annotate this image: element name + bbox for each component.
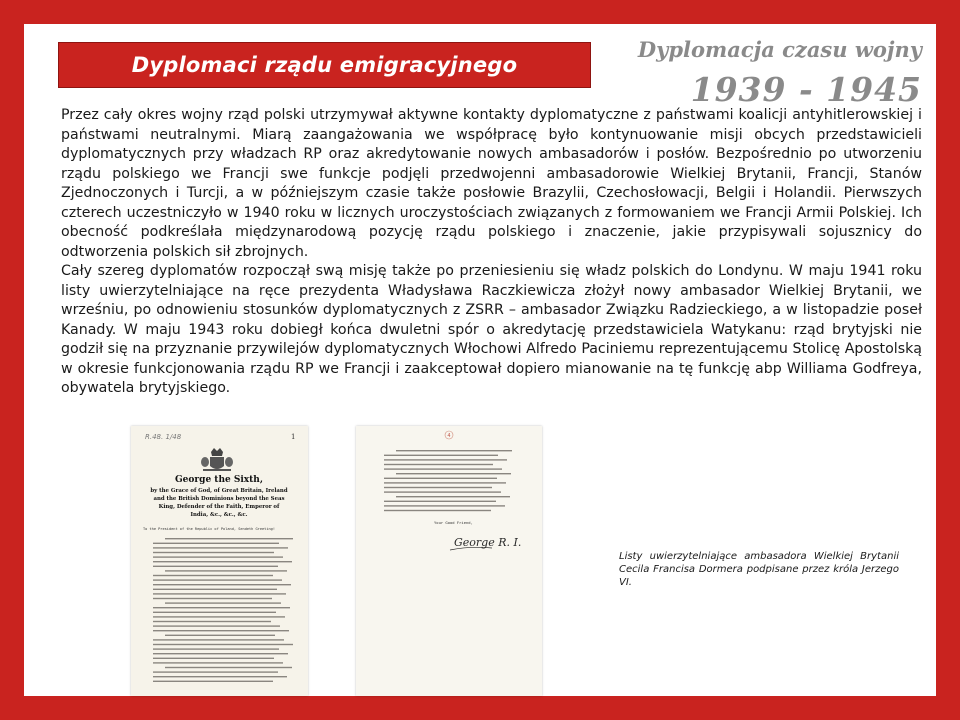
typed-line xyxy=(153,658,274,659)
typed-line xyxy=(153,584,291,585)
typed-line xyxy=(153,671,278,672)
doc-ref-note: R.48. 1/48 xyxy=(145,433,182,441)
typed-line xyxy=(396,496,510,497)
typed-line xyxy=(153,556,283,557)
typed-line xyxy=(153,579,282,580)
typed-line xyxy=(153,593,286,594)
typed-line xyxy=(153,621,271,622)
typed-line xyxy=(153,561,292,562)
typed-line xyxy=(384,478,497,479)
doc-right-page-number: 4 xyxy=(447,433,451,439)
credentials-letter-page-1 xyxy=(131,426,308,696)
typed-line xyxy=(165,570,287,571)
typed-line xyxy=(153,676,287,677)
doc-heading-line-4: King, Defender of the Faith, Emperor of xyxy=(158,504,280,510)
doc-heading-line-3: and the British Dominions beyond the Seas xyxy=(153,496,285,502)
king-signature: George R. I. xyxy=(454,536,522,549)
slide-title: Dyplomaci rządu emigracyjnego xyxy=(131,53,518,77)
doc-closing: Your Good Friend, xyxy=(434,520,473,525)
typed-line xyxy=(384,455,498,456)
typed-line xyxy=(153,625,280,626)
credentials-letter-page-1-image xyxy=(131,426,308,696)
doc-salutation: To the President of the Republic of Poland, Sendeth Greeting! xyxy=(143,527,275,531)
typed-line xyxy=(384,510,491,511)
typed-line xyxy=(384,468,502,469)
typed-line xyxy=(384,459,507,460)
typed-line xyxy=(384,487,492,488)
typed-line xyxy=(153,612,276,613)
typed-line xyxy=(153,648,279,649)
title-banner xyxy=(58,42,591,88)
body-text xyxy=(61,106,922,399)
typed-line xyxy=(153,552,274,553)
series-years: 1939 - 1945 xyxy=(690,70,922,109)
typed-line xyxy=(153,547,288,548)
typed-line xyxy=(153,607,290,608)
typed-line xyxy=(165,602,281,603)
typed-line xyxy=(396,450,512,451)
typed-line xyxy=(165,667,292,668)
typed-line xyxy=(153,566,278,567)
series-label: Dyplomacja czasu wojny xyxy=(637,37,922,62)
typed-line xyxy=(384,482,506,483)
typed-line xyxy=(384,491,501,492)
typed-line xyxy=(153,543,279,544)
credentials-letter-page-4-image xyxy=(356,426,542,696)
doc-heading-line-2: by the Grace of God, of Great Britain, Ireland xyxy=(150,488,288,494)
typed-line xyxy=(153,662,283,663)
typed-line xyxy=(153,630,289,631)
typed-line xyxy=(153,681,273,682)
typed-line xyxy=(153,589,277,590)
typed-line xyxy=(153,575,273,576)
body-paragraph-1: Przez cały okres wojny rząd polski utrzymywał aktywne kontakty dyplomatyczne z państwami koalicji antyhitlerowskiej i państwami neutralnymi. Miarą zaangażowania we współpracę było kontynuowanie misji obcych przedstawicieli dyplomatycznych przy władzach RP oraz akredytowanie nowych ambasadorów i posłów. Bezpośrednio po utworzeniu rządu polskiego we Francji swe funkcje podjęli przedwojenni ambasadorowie Wielkiej Brytanii, Francji, Stanów Zjednoczonych i Turcji, a w późniejszym czasie także posłowie Brazylii, Czechosłowacji, Belgii i Holandii. Pierwszych czterech uczestniczyło w 1940 roku w licznych uroczystościach związanych z formowaniem we Francji Armii Polskiej. Ich obecność podkreślała międzynarodową pozycję rządu polskiego i znaczenie, jakie przypisywali sojusznicy do odtworzenia polskich sił zbrojnych. xyxy=(61,107,922,260)
doc-heading-line-1: George the Sixth, xyxy=(175,475,263,485)
typed-line xyxy=(165,538,293,539)
typed-line xyxy=(153,644,293,645)
typed-line xyxy=(384,501,496,502)
typed-line xyxy=(384,505,505,506)
typed-line xyxy=(396,473,511,474)
typed-line xyxy=(165,635,275,636)
typed-line xyxy=(153,653,288,654)
doc-left-page-number: 1 xyxy=(291,433,296,441)
typed-line xyxy=(153,616,285,617)
body-paragraph-2: Cały szereg dyplomatów rozpoczął swą misję także po przeniesieniu się władz polskich do Londynu. W maju 1941 roku listy uwierzytelniające na ręce prezydenta Władysława Raczkiewicza złożył nowy ambasador Wielkiej Brytanii, we wrześniu, po odnowieniu stosunków dyplomatycznych z ZSRR – ambasador Związku Radzieckiego, a w listopadzie poseł Kanady. W maju 1943 roku dobiegł końca dwuletni spór o akredytację przedstawiciela Watykanu: rząd brytyjski nie godził się na przyznanie przywilejów dyplomatycznych Włochowi Alfredo Paciniemu reprezentującemu Stolicę Apostolską w okresie funkcjonowania rządu RP we Francji i zaakceptował dopiero mianowanie na tę funkcję abp Williama Godfreya, obywatela brytyjskiego. xyxy=(61,263,922,396)
typed-line xyxy=(153,598,272,599)
credentials-letter-page-4 xyxy=(356,426,542,696)
doc-heading-line-5: India, &c., &c., &c. xyxy=(190,512,248,518)
typed-line xyxy=(384,464,493,465)
typed-line xyxy=(153,639,284,640)
image-caption: Listy uwierzytelniające ambasadora Wielkiej Brytanii Cecila Francisa Dormera podpisane przez króla Jerzego VI. xyxy=(619,551,899,588)
